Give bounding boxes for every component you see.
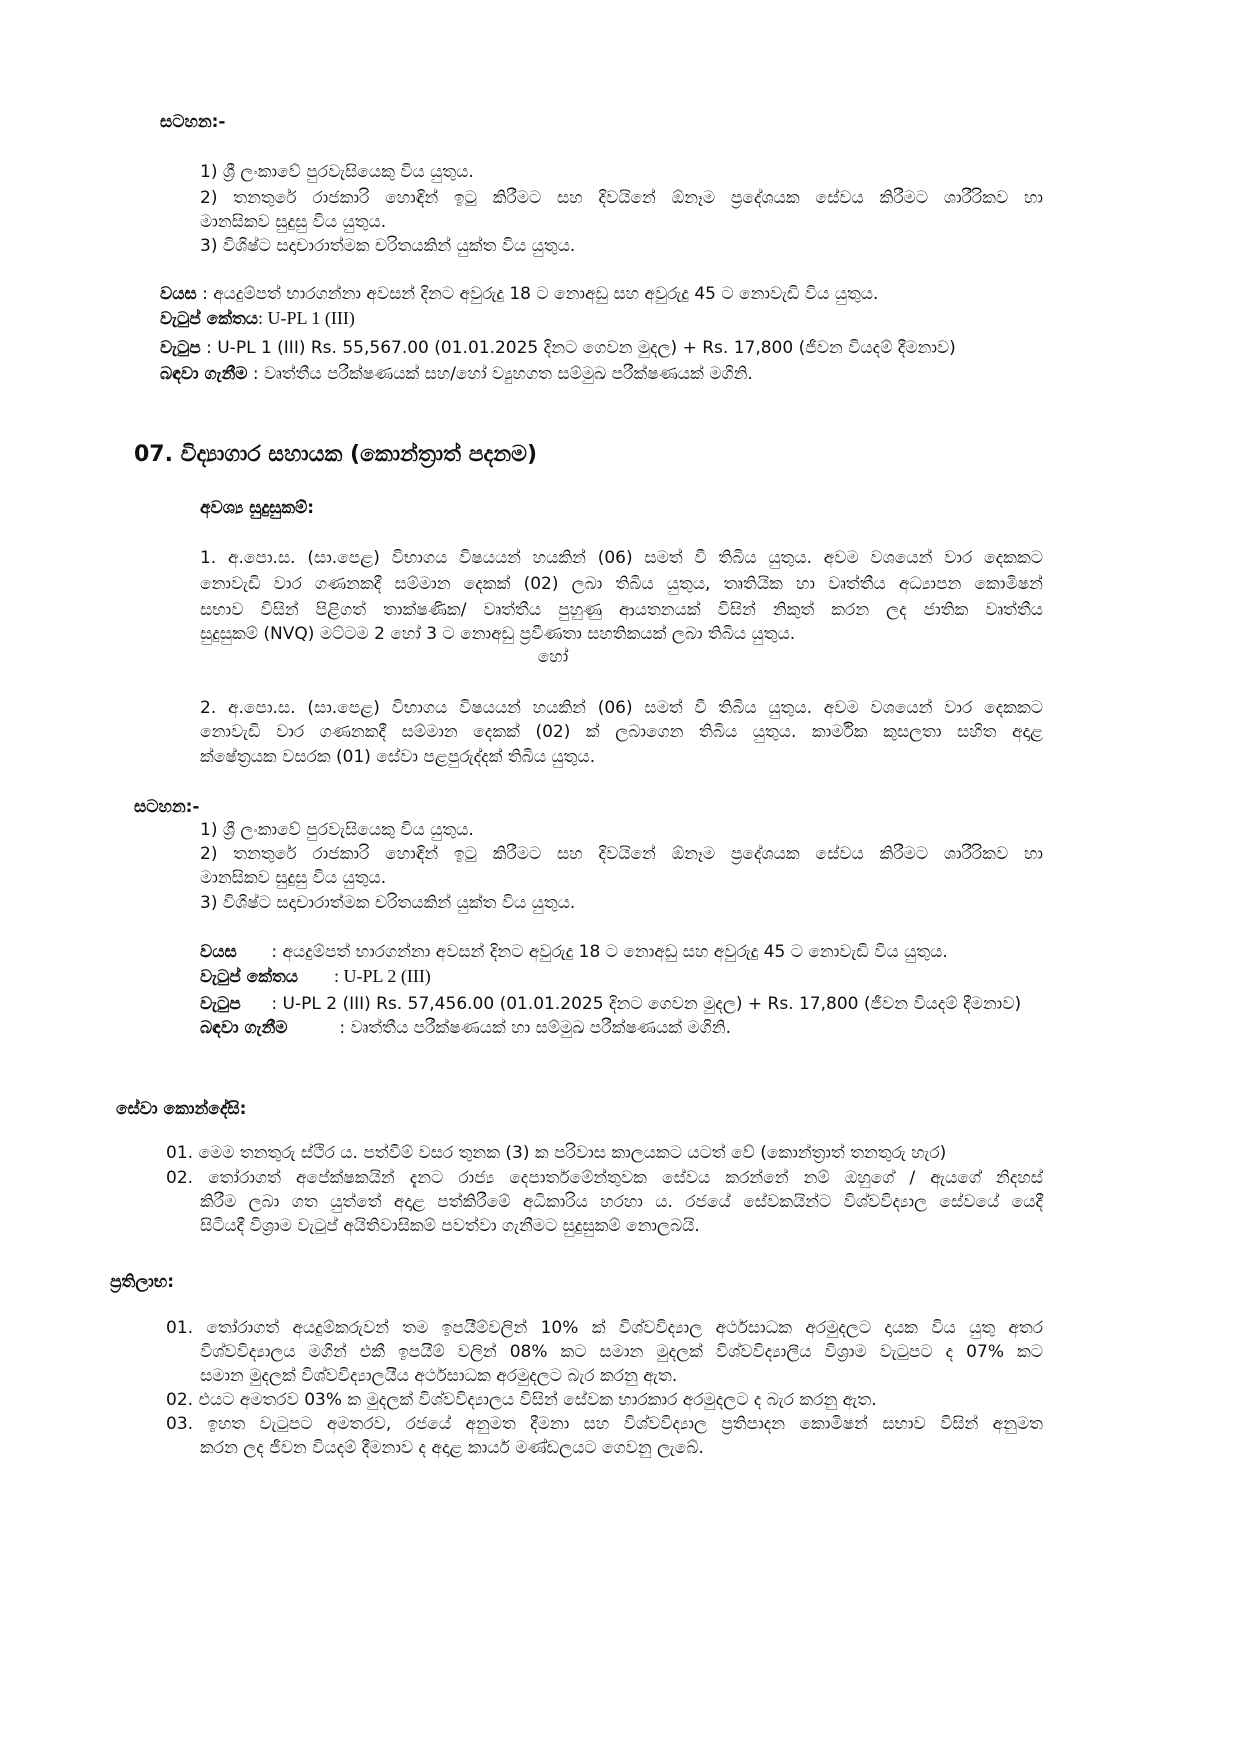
requirement-line: සුදුසුකම් (NVQ) මට්ටම 2 හෝ 3 ට නොඅඩු ප්‍රවීණතා සහතිකයක් ලබා තිබිය යුතුය. [200,624,796,644]
note-item: 1) ශ්‍රී ලංකාවේ පුරවැසියෙකු විය යුතුය. [200,162,474,182]
salary-code-text: : U-PL 2 (III) [334,966,431,986]
age-text: : අයදුම්පත් භාරගන්නා අවසන් දිනට අවුරුදු 18 ට නොඅඩු සහ අවුරුදු 45 ට නොවැඩි විය යුතුය. [202,284,879,304]
condition-item: කිරීම ලබා ගත යුත්තේ අදාළ පත්කිරීමේ අධිකාරිය හරහා ය. රජයේ සේවකයින්ට විශ්වවිද්‍යාල සේවයේ යෙදී [200,1192,1043,1212]
age-label: වයස [200,942,237,962]
salary-label: වැටුප [160,338,201,358]
note-item: 3) විශිෂ්ට සදාචාරාත්මක චරිතයකින් යුක්ත විය යුතුය. [200,236,576,256]
salary-code-label: වැටුප් කේතය [160,309,259,329]
benefit-item: 03. ඉහත වැටුපට අමතරව, රජයේ අනුමත දීමනා සහ විශ්වවිද්‍යාල ප්‍රතිපාදන කොමිෂන් සභාව විසින් අනුමත [166,1414,1043,1434]
benefit-item: විශ්වවිද්‍යාලය මගින් එකී ඉපයීම් වලින් 08% කට සමාන මුදලක් විශ්වවිද්‍යාලීය විශ්‍රාම වැටුපට ද 07% කට [200,1342,1043,1362]
recruit-label: බඳවා ගැනීම [200,1018,288,1038]
benefit-item: කරන ලද ජීවන වියදම් දීමනාව ද අදාළ කාර්ය මණ්ඩලයට ගෙවනු ලැබේ. [200,1438,704,1458]
condition-item: 02. තෝරාගත් අපේක්ෂකයින් දැනට රාජ්‍ය දෙපාර්තමේන්තුවක සේවය කරන්නේ නම් ඔහුගේ / ඇයගේ නිදහස් [166,1168,1043,1188]
notes-heading: සටහන:- [160,112,226,132]
requirement-line: 2. අ.පො.ස. (සා.පෙළ) විභාගය විෂයයන් හයකින් (06) සමත් වී තිබිය යුතුය. අවම වශයෙන් වාර දෙකකට [200,698,1043,718]
note-item: 2) තනතුරේ රාජකාරි හොඳින් ඉටු කිරීමට සහ දිවයිනේ ඕනෑම ප්‍රදේශයක සේවය කිරීමට ශාරීරිකව හා [200,188,1043,208]
salary-code-row [200,964,431,989]
salary-row [200,992,1021,1016]
conditions-heading: සේවා කොන්දේසි: [116,1099,247,1119]
requirements-heading: අවශ්‍ය සුදුසුකම්: [200,498,315,518]
requirement-line: නොවැඩි වාර ගණනකදී සම්මාන දෙකක් (02) ක් ලබාගෙන තිබිය යුතුය. කාර්මික කුසලතා සහිත අදාළ [200,722,1043,742]
or-separator: හෝ [537,647,569,667]
benefit-item: 02. එයට අමතරව 03% ක මුදලක් විශ්වවිද්‍යාලය විසින් සේවක භාරකාර අරමුදලට ද බැර කරනු ඇත. [166,1390,877,1410]
condition-item: සිටියදී විශ්‍රාම වැටුප් අයිතිවාසිකම් පවත්වා ගැනීමට සුදුසුකම් නොලබයි. [200,1216,700,1236]
note-item: 3) විශිෂ්ට සදාචාරාත්මක චරිතයකින් යුක්ත විය යුතුය. [200,893,576,913]
salary-label: වැටුප [200,994,241,1014]
salary-code-label: වැටුප් කේතය [200,967,299,987]
note-item: මානසිකව සුදුසු විය යුතුය. [200,212,387,232]
note-item: 2) තනතුරේ රාජකාරි හොඳින් ඉටු කිරීමට සහ දිවයිනේ ඕනෑම ප්‍රදේශයක සේවය කිරීමට ශාරීරිකව හා [200,844,1043,864]
recruit-text: : වෘත්තීය පරීක්ෂණයක් හා සම්මුඛ පරීක්ෂණයක් මගිනි. [339,1018,732,1038]
requirement-line: සභාව විසින් පිළිගත් තාක්ෂණික/ වෘත්තීය පුහුණු ආයතනයක් විසින් නිකුත් කරන ලද ජාතික වෘත්තීය [200,600,1043,620]
salary-code-row [160,306,355,331]
recruit-row [200,1016,731,1040]
salary-row [160,336,956,360]
section-title: 07. විද්‍යාගාර සහායක (කොන්ත්‍රාත් පදනම) [134,442,538,467]
age-row [200,940,948,964]
benefit-item: 01. තෝරාගත් අයදුම්කරුවන් තම ඉපයීම්වලින් 10% ක් විශ්වවිද්‍යාල අර්ථසාධක අරමුදලට දායක විය යුතු අතර [166,1318,1043,1338]
note-item: මානසිකව සුදුසු විය යුතුය. [200,868,387,888]
notes-heading: සටහන:- [134,797,200,817]
recruit-text: : වෘත්තීය පරීක්ෂණයක් සහ/හෝ ව්‍යුහගත සම්මුඛ පරීක්ෂණයක් මගිනි. [252,364,753,384]
age-label: වයස [160,284,197,304]
age-row [160,282,878,306]
recruit-label: බඳවා ගැනීම [160,364,248,384]
benefit-item: සමාන මුදලක් විශ්වවිද්‍යාලයීය අර්ථසාධක අරමුදලට බැර කරනු ඇත. [200,1366,678,1386]
age-text: : අයදුම්පත් භාරගන්නා අවසන් දිනට අවුරුදු 18 ට නොඅඩු සහ අවුරුදු 45 ට නොවැඩි විය යුතුය. [271,942,948,962]
salary-text: : U-PL 2 (III) Rs. 57,456.00 (01.01.2025 දිනට ගෙවන මුදල) + Rs. 17,800 (ජීවන වියදම් දීමනාව) [271,994,1022,1014]
requirement-line: 1. අ.පො.ස. (සා.පෙළ) විභාගය විෂයයන් හයකින් (06) සමත් වී තිබිය යුතුය. අවම වශයෙන් වාර දෙකකට [200,548,1043,568]
benefits-heading: ප්‍රතිලාභ: [110,1272,175,1292]
requirement-line: ක්ෂේත්‍රයක වසරක (01) සේවා පළපුරුද්දක් තිබිය යුතුය. [200,747,596,767]
condition-item: 01. මෙම තනතුරු ස්ථිර ය. පත්වීම් වසර තුනක (3) ක පරිවාස කාලයකට යටත් වේ (කොන්ත්‍රාත් තනතුරු හැර) [166,1143,947,1163]
requirement-line: නොවැඩි වාර ගණනකදී සම්මාන දෙකක් (02) ලබා තිබිය යුතුය, තෘතියික හා වෘත්තීය අධ්‍යාපන කොමිෂන් [200,574,1043,594]
note-item: 1) ශ්‍රී ලංකාවේ පුරවැසියෙකු විය යුතුය. [200,820,474,840]
recruit-row [160,362,753,386]
salary-code-text: : U-PL 1 (III) [258,308,355,328]
salary-text: : U-PL 1 (III) Rs. 55,567.00 (01.01.2025 දිනට ගෙවන මුදල) + Rs. 17,800 (ජීවන වියදම් දීමනාව) [206,338,956,358]
